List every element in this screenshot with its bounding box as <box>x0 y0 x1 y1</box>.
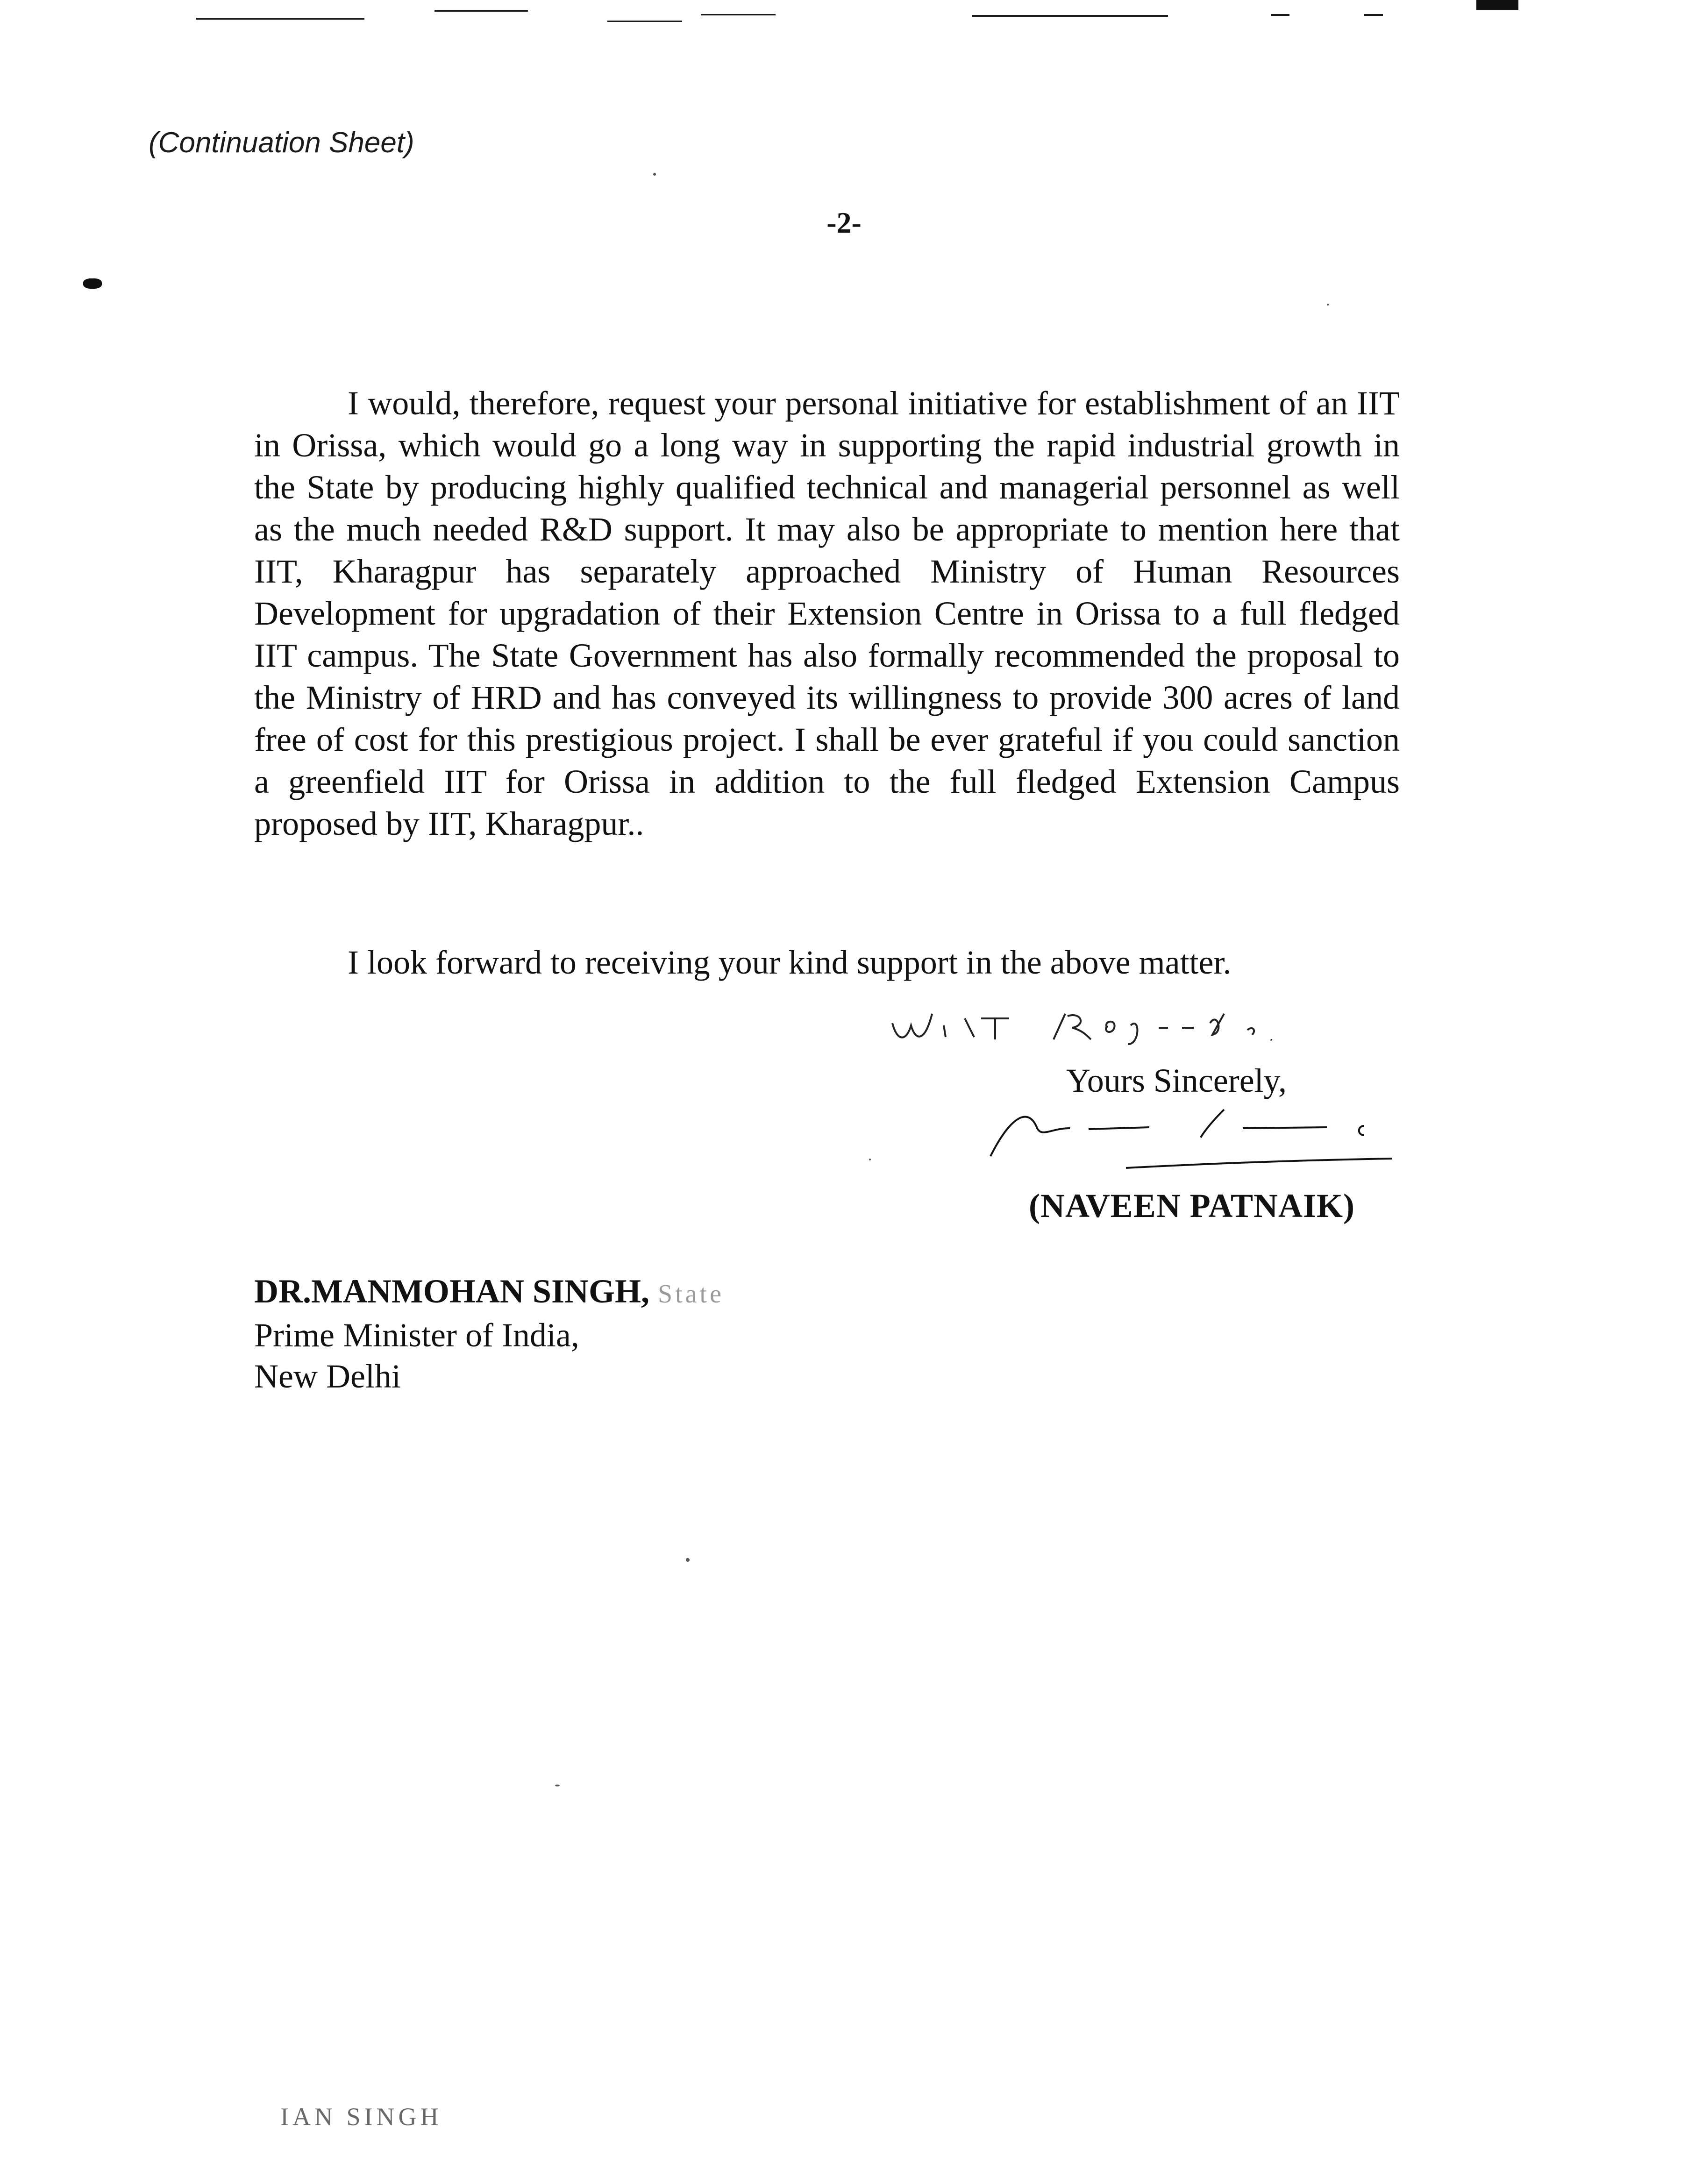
body-paragraph-2: I look forward to receiving your kind support in the above matter. <box>348 944 1232 981</box>
signature <box>981 1100 1430 1175</box>
scan-mark <box>196 18 364 20</box>
addressee-name: DR.MANMOHAN SINGH, <box>254 1273 649 1310</box>
scan-speck <box>555 1785 560 1786</box>
addressee-title: Prime Minister of India, <box>254 1316 579 1354</box>
addressee-stamp-overlay: State <box>657 1280 724 1309</box>
scan-corner-mark <box>1476 0 1518 10</box>
scan-mark <box>1364 14 1383 16</box>
scan-mark <box>701 14 776 15</box>
scan-speck <box>869 1159 871 1160</box>
scan-mark <box>1271 14 1289 16</box>
scan-speck <box>686 1558 690 1562</box>
handwritten-closing <box>888 1000 1355 1046</box>
addressee-city: New Delhi <box>254 1358 401 1395</box>
scan-mark <box>607 21 682 22</box>
scan-speck <box>653 173 656 176</box>
page-number: -2- <box>826 206 862 239</box>
faded-footer-stamp: IAN SINGH <box>280 2103 442 2131</box>
scan-mark <box>434 10 528 12</box>
continuation-label: (Continuation Sheet) <box>149 127 414 159</box>
punch-mark <box>83 278 102 289</box>
addressee-line-1 <box>254 1271 724 1315</box>
scan-mark <box>972 15 1168 17</box>
body-paragraph-1: I would, therefore, request your personal initiative for establishment of an IIT in Orissa, which would go a long way in supporting the rapid industrial growth in the State by producing highly qualified technical and managerial personnel as well as the much needed R&D support. It may also be appropriate to mention here that IIT, Kharagpur has separately approached Ministry of Human Resources Development for upgradation of their Extension Centre in Orissa to a full fledged IIT campus. The State Government has also formally recommended the proposal to the Ministry of HRD and has conveyed its willingness to provide 300 acres of land free of cost for this prestigious project. I shall be ever grateful if you could sanction a greenfield IIT for Orissa in addition to the full fledged Extension Campus proposed by IIT, Kharagpur.. <box>254 384 1400 842</box>
signer-name: (NAVEEN PATNAIK) <box>1029 1187 1355 1224</box>
addressee-block <box>254 1271 724 1397</box>
closing-salutation: Yours Sincerely, <box>1066 1062 1287 1099</box>
scan-speck <box>1327 304 1329 306</box>
